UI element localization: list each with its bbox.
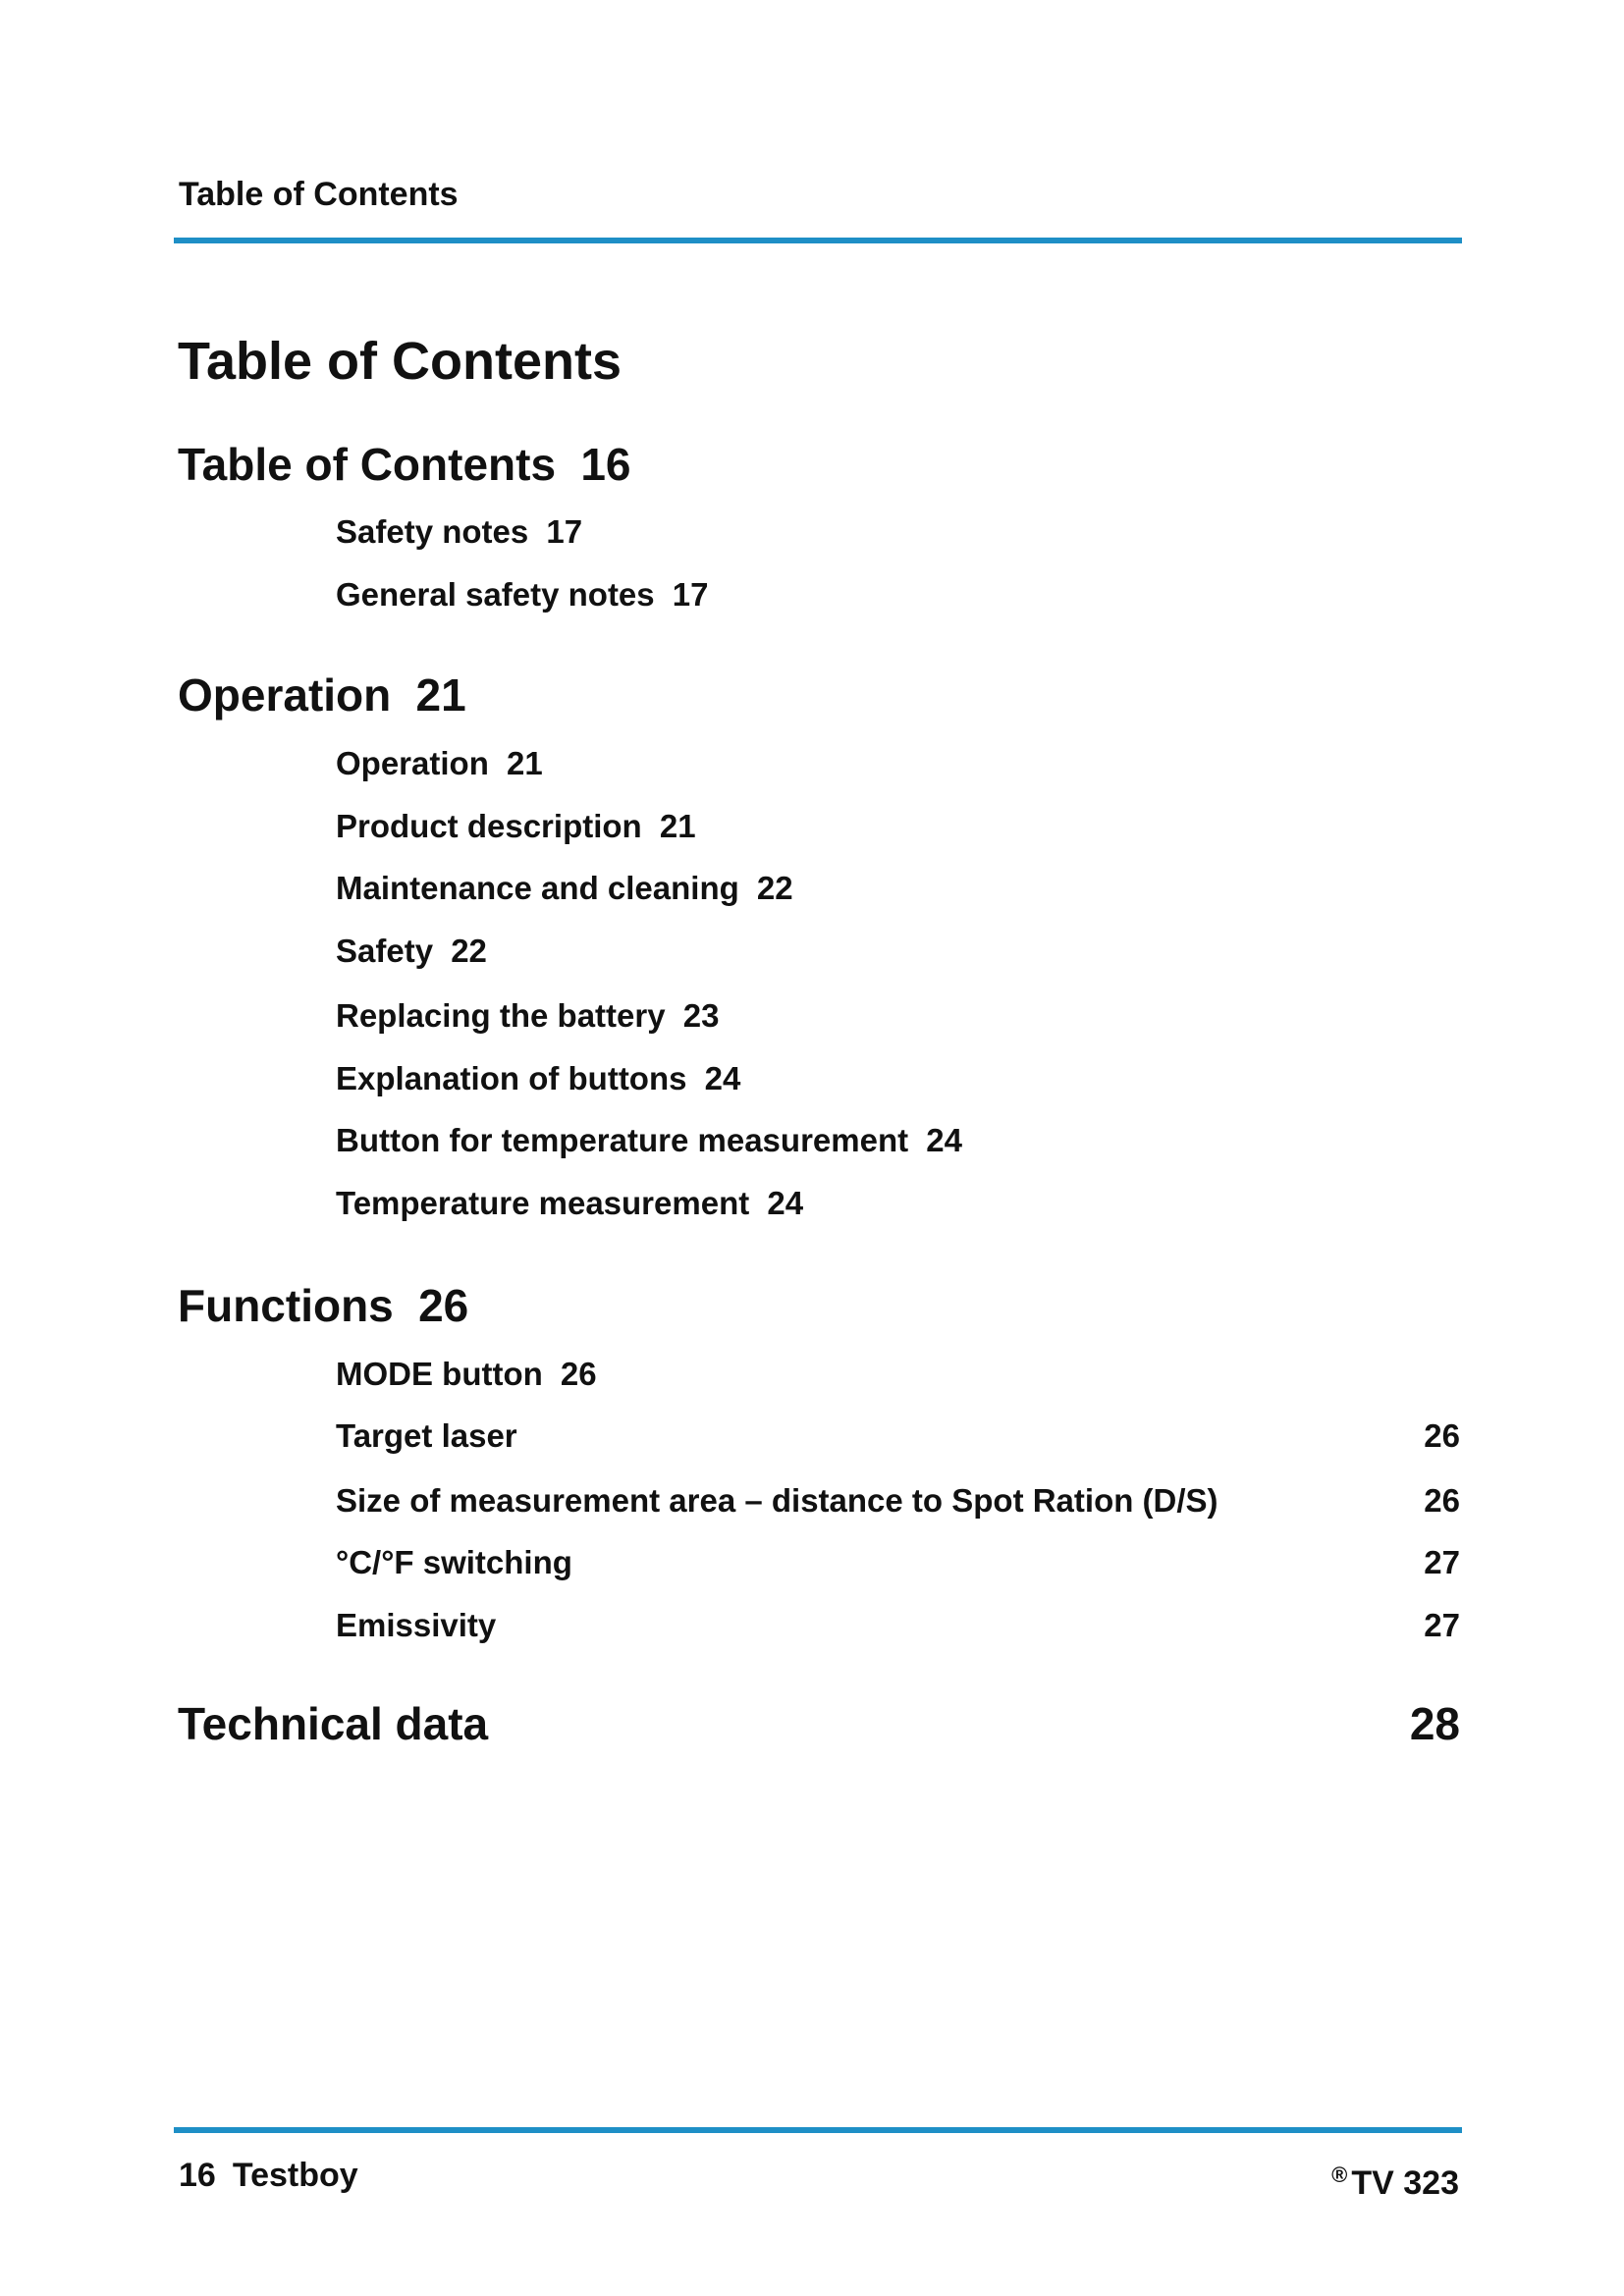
toc-chapter-title: Table of Contents	[178, 439, 557, 490]
toc-entry-page: 27	[1424, 1544, 1460, 1580]
toc-chapter-page: 28	[1409, 1698, 1460, 1749]
toc-chapter-technical-data[interactable]	[178, 1696, 488, 1751]
toc-entry-page: 17	[672, 576, 709, 613]
toc-entry-title: Operation	[336, 745, 489, 781]
toc-chapter-title: Functions	[178, 1280, 394, 1331]
toc-entry-title: Size of measurement area – distance to Spot Ration (D/S)	[336, 1482, 1218, 1519]
footer-page-info	[179, 2154, 358, 2197]
toc-entry-title: Product description	[336, 808, 642, 844]
toc-entry-title: Button for temperature measurement	[336, 1122, 909, 1158]
page-title: Table of Contents	[178, 332, 622, 391]
toc-entry-explanation-of-buttons[interactable]	[336, 1057, 740, 1100]
toc-entry-page: 21	[659, 808, 696, 844]
toc-entry-product-description[interactable]	[336, 805, 696, 848]
toc-chapter-operation[interactable]	[178, 667, 466, 722]
toc-entry-title: Safety notes	[336, 513, 529, 550]
toc-entry-page: 27	[1424, 1607, 1460, 1643]
toc-chapter-page: 16	[580, 439, 631, 490]
toc-chapter-title: Operation	[178, 669, 392, 721]
toc-entry-title: Replacing the battery	[336, 997, 666, 1034]
toc-entry-title: Maintenance and cleaning	[336, 870, 739, 906]
toc-entry-page: 22	[451, 933, 487, 969]
toc-entry-page: 26	[560, 1356, 597, 1392]
toc-entry-title: Safety	[336, 933, 434, 969]
toc-chapter-title: Technical data	[178, 1698, 489, 1749]
toc-entry-size-of-measurement-area[interactable]	[336, 1479, 1218, 1522]
toc-entry-title: °C/°F switching	[336, 1544, 572, 1580]
footer-model-name: TV 323	[1351, 2164, 1459, 2202]
toc-chapter-page: 21	[415, 669, 466, 721]
toc-chapter-table-of-contents[interactable]	[178, 437, 631, 492]
toc-entry-operation[interactable]	[336, 742, 543, 785]
toc-entry-page: 24	[704, 1060, 741, 1096]
toc-entry-mode-button[interactable]	[336, 1353, 597, 1396]
toc-entry-page: 24	[926, 1122, 962, 1158]
footer-page-number: 16	[179, 2157, 216, 2194]
toc-entry-c-f-switching[interactable]	[336, 1541, 572, 1584]
toc-entry-title: General safety notes	[336, 576, 655, 613]
footer-rule	[174, 2127, 1462, 2133]
toc-entry-temperature-measurement[interactable]	[336, 1182, 803, 1225]
toc-entry-emissivity[interactable]	[336, 1604, 496, 1647]
toc-chapter-functions[interactable]	[178, 1278, 468, 1333]
registered-mark: ®	[1331, 2163, 1348, 2187]
footer-model	[1331, 2154, 1459, 2205]
toc-entry-page: 17	[546, 513, 583, 550]
toc-entry-replacing-the-battery[interactable]	[336, 994, 719, 1038]
toc-entry-general-safety-notes[interactable]	[336, 573, 709, 616]
header-rule	[174, 238, 1462, 243]
toc-entry-page: 23	[682, 997, 720, 1034]
toc-entry-target-laser[interactable]	[336, 1415, 517, 1458]
toc-entry-page: 24	[767, 1185, 804, 1221]
toc-entry-title: MODE button	[336, 1356, 543, 1392]
toc-entry-page: 26	[1424, 1482, 1460, 1519]
toc-entry-title: Target laser	[336, 1417, 517, 1454]
toc-entry-maintenance-and-cleaning[interactable]	[336, 867, 793, 910]
toc-entry-title: Explanation of buttons	[336, 1060, 687, 1096]
toc-chapter-page: 26	[418, 1280, 469, 1331]
toc-entry-safety-notes[interactable]	[336, 510, 582, 554]
toc-entry-button-for-temperature-measurement[interactable]	[336, 1119, 962, 1162]
toc-entry-title: Emissivity	[336, 1607, 497, 1643]
toc-entry-title: Temperature measurement	[336, 1185, 750, 1221]
toc-entry-page: 21	[507, 745, 543, 781]
footer-brand: Testboy	[232, 2157, 358, 2194]
toc-entry-page: 22	[756, 870, 793, 906]
toc-entry-page: 26	[1424, 1417, 1460, 1454]
running-header: Table of Contents	[179, 176, 459, 213]
toc-entry-safety[interactable]	[336, 930, 487, 973]
